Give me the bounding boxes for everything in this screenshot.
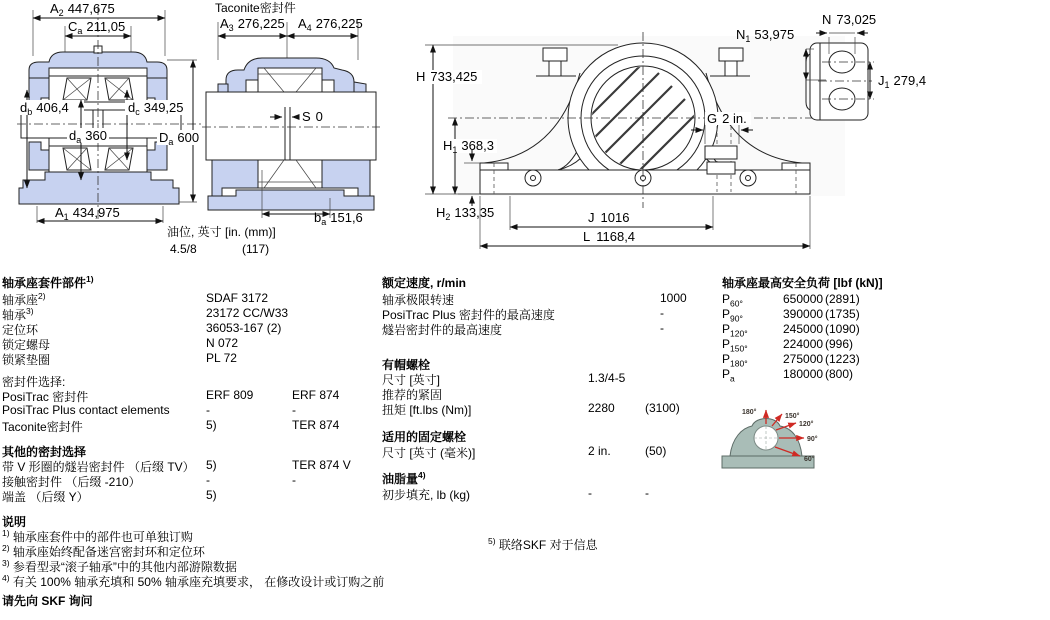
dim-G: G 2 in.	[707, 111, 747, 126]
part-row: 锁紧垫圈 PL 72	[2, 351, 237, 367]
part-value: 23172 CC/W33	[206, 306, 289, 320]
dim-N1: $N_1$ 53,975	[736, 27, 795, 44]
oil-level-mm: (117)	[242, 242, 270, 256]
part-row: 锁定螺母 N 072	[2, 336, 239, 352]
dim-H: H 733,425	[416, 69, 478, 84]
shaft-section	[206, 92, 376, 160]
loads-title: 轴承座最高安全负荷 [lbf (kN)]	[722, 276, 883, 290]
load-row: $P_{90^\circ}$ 390000 (1735)	[722, 307, 860, 324]
load-direction-diagram	[718, 400, 833, 478]
part-value: 36053-167 (2)	[206, 321, 282, 335]
grease-title: 油脂量$^{4)}$	[382, 470, 426, 486]
consult-skf-line: 请先向 SKF 询问	[2, 594, 93, 608]
torque-label-row: 推荐的紧固	[382, 388, 443, 402]
part-row: 轴承座$^{2)}$ SDAF 3172	[2, 291, 269, 307]
footnote: $^{2)}$ 轴承座始终配备迷宫密封环和定位环	[2, 543, 205, 559]
foot-end-view-drawing	[722, 4, 937, 134]
seal-row: 带 V 形圈的燧岩密封件 （后缀 TV） 5) TER 874 V	[2, 458, 351, 474]
cap-bolt-size-row: 尺寸 [英寸] 1.3/4-5	[382, 371, 626, 387]
taconite-drawing-title: Taconite密封件	[215, 1, 296, 15]
angle-label: 150°	[785, 413, 800, 420]
dim-A4: $A_4$ 276,225	[298, 16, 363, 33]
part-value: N 072	[206, 336, 239, 350]
seal-row: 接触密封件 （后缀 -210） - -	[2, 473, 296, 489]
seal-select-title: 密封件选择:	[2, 375, 66, 389]
speed-row: 轴承极限转速 1000	[382, 291, 687, 307]
dim-dc: $d_c$ 349,25	[128, 100, 184, 117]
part-row: 轴承$^{3)}$ 23172 CC/W33	[2, 306, 289, 322]
dim-A2: $A_2$ 447,675	[50, 1, 115, 18]
speed-title: 额定速度, r/min	[382, 276, 467, 290]
anchor-bolt-nut	[705, 146, 737, 159]
footnote-5: $^{5)}$ 联络SKF 对于信息	[488, 536, 598, 552]
housing-base	[480, 170, 810, 194]
seal-row: PosiTrac Plus contact elements - -	[2, 403, 296, 417]
other-seals-title: 其他的密封选择	[2, 445, 87, 459]
footnote: $^{4)}$ 有关 100% 轴承充填和 50% 轴承座充填要求， 在修改设计或订购之前	[2, 573, 385, 589]
housing-cross-section-drawing	[15, 2, 205, 224]
dim-H1: $H_1$ 368,3	[443, 138, 494, 155]
grease-row: 初步填充, lb (kg) - -	[382, 486, 649, 502]
anchor-bolts-title: 适用的固定螺栓	[382, 430, 467, 444]
load-row: $P_a$ 180000 (800)	[722, 367, 854, 384]
dim-da: $d_a$ 360	[69, 128, 107, 145]
dim-N: N 73,025	[822, 12, 877, 27]
angle-label: 180°	[742, 409, 757, 416]
seal-row: 端盖 （后缀 Y） 5)	[2, 488, 217, 504]
load-row: $P_{180^\circ}$ 275000 (1223)	[722, 352, 860, 369]
angle-label: 60°	[804, 456, 815, 463]
dim-J1: $J_1$ 279,4	[878, 73, 927, 90]
taconite-section-drawing	[198, 12, 383, 227]
load-row: $P_{120^\circ}$ 245000 (1090)	[722, 322, 860, 339]
speed-row: PosiTrac Plus 密封件的最高速度 -	[382, 306, 664, 322]
load-row: $P_{60^\circ}$ 650000 (2891)	[722, 292, 860, 309]
dim-J: J 1016	[588, 210, 630, 225]
dim-Ca: $C_a$ 211,05	[68, 19, 126, 36]
seal-row: PosiTrac 密封件 ERF 809 ERF 874	[2, 388, 340, 404]
cap-bolt-left	[543, 48, 567, 61]
dim-L: L 1168,4	[583, 229, 636, 244]
part-value: SDAF 3172	[206, 291, 269, 305]
oil-level-label: 油位, 英寸 [in. (mm)]	[167, 225, 276, 239]
angle-label: 120°	[799, 421, 814, 428]
load-row: $P_{150^\circ}$ 224000 (996)	[722, 337, 854, 354]
dim-A3: $A_3$ 276,225	[220, 16, 285, 33]
mini-housing-base	[722, 456, 814, 468]
parts-title: 轴承座套件部件$^{1)}$	[2, 274, 94, 290]
anchor-bolt-size-row: 尺寸 [英寸 (毫米)] 2 in. (50)	[382, 444, 667, 460]
part-value: PL 72	[206, 351, 237, 365]
dim-db: $d_b$ 406,4	[20, 100, 69, 117]
footnote: $^{1)}$ 轴承座套件中的部件也可单独订购	[2, 528, 193, 544]
angle-label: 90°	[807, 436, 818, 443]
speed-row: 燧岩密封件的最高速度 -	[382, 321, 664, 337]
dim-H2: $H_2$ 133,35	[436, 205, 495, 222]
dim-ba: $b_a$ 151,6	[314, 210, 363, 227]
cap-bolts-title: 有帽螺栓	[382, 358, 431, 372]
notes-title: 说明	[2, 515, 27, 529]
part-row: 定位环 36053-167 (2)	[2, 321, 282, 337]
dim-A1: $A_1$ 434,975	[55, 205, 120, 222]
dim-Da: $D_a$ 600	[159, 130, 200, 147]
footnote: $^{3)}$ 参看型录“滚子轴承”中的其他内部游隙数据	[2, 558, 237, 574]
dim-S: S 0	[302, 109, 323, 124]
housing-base-section	[19, 172, 179, 204]
foot-plate	[810, 43, 868, 120]
oil-level-inches: 4.5/8	[170, 242, 197, 256]
torque-row: 扭矩 [ft.lbs (Nm)] 2280 (3100)	[382, 401, 680, 417]
seal-row: Taconite密封件 5) TER 874	[2, 418, 340, 434]
